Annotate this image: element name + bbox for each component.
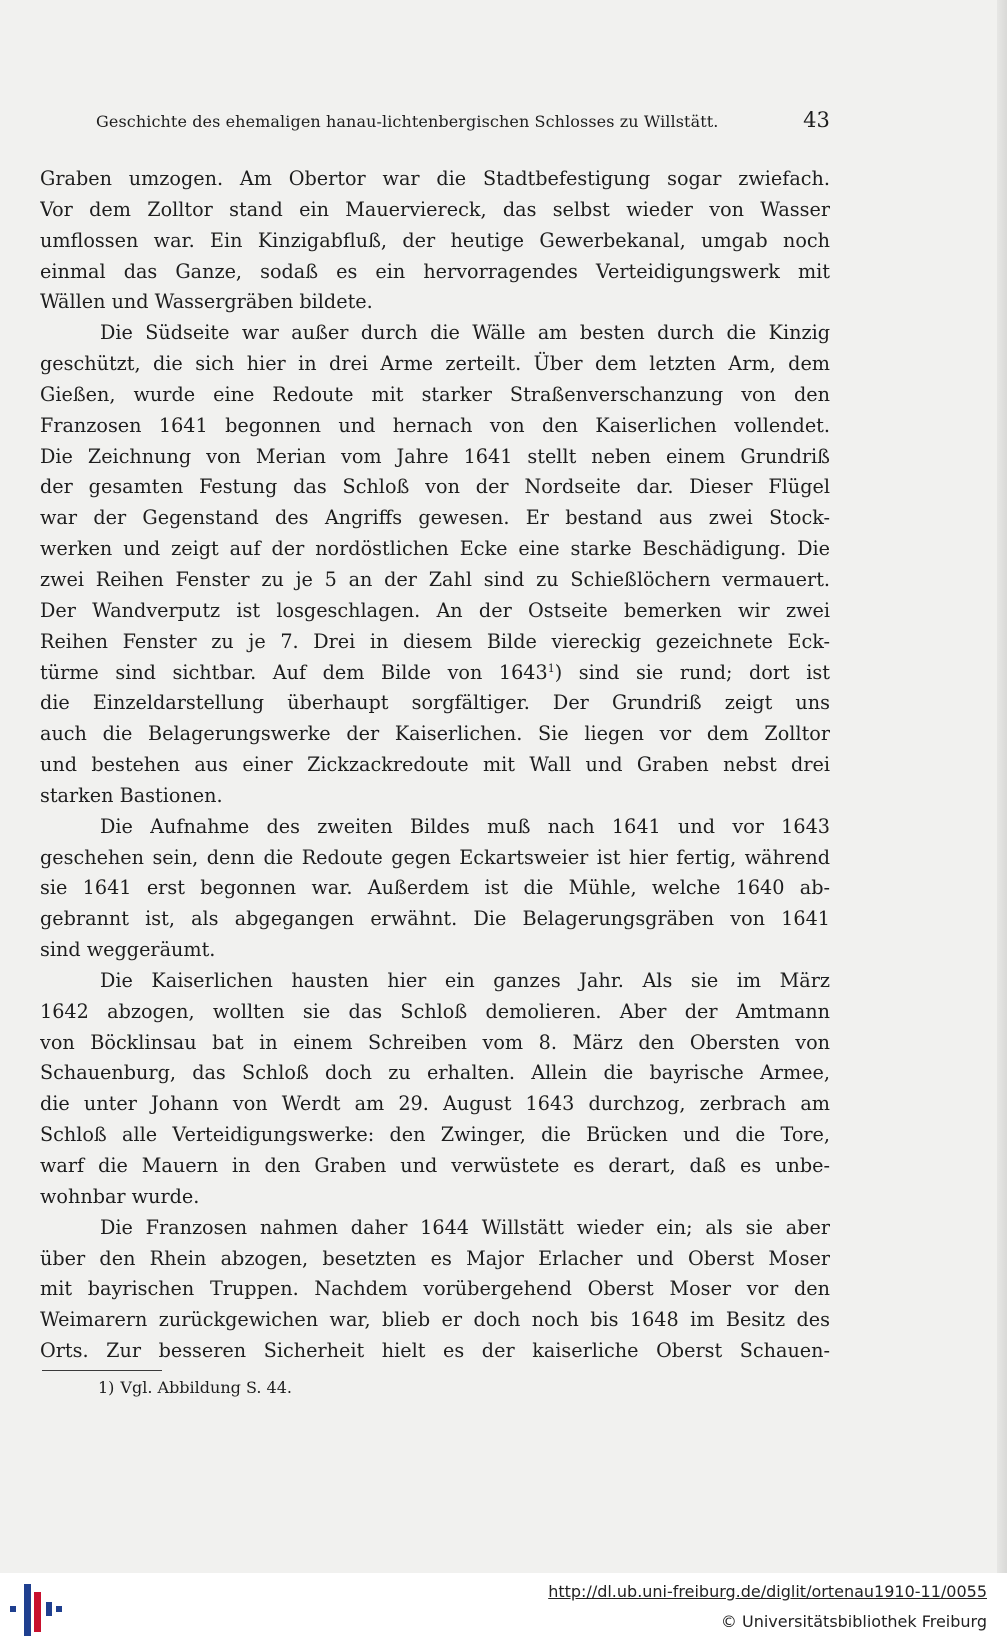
page-edge-shadow bbox=[997, 0, 1007, 1573]
text-line bbox=[40, 195, 830, 226]
text-line bbox=[40, 1213, 830, 1244]
text-line-content: Weimarern zurückgewichen war, blieb er doch noch bis 1648 im Besitz des bbox=[40, 1308, 830, 1332]
text-line-content: Vor dem Zolltor stand ein Mauerviereck, das selbst wieder von Wasser bbox=[40, 197, 830, 221]
text-line bbox=[40, 565, 830, 596]
text-line-content: Schloß alle Verteidigungswerke: den Zwinger, die Brücken und die Tore, bbox=[40, 1123, 830, 1147]
text-line-content: der gesamten Festung das Schloß von der Nordseite dar. Dieser Flügel bbox=[40, 475, 830, 499]
text-line bbox=[40, 750, 830, 781]
text-line bbox=[40, 1182, 830, 1213]
text-line bbox=[40, 997, 830, 1028]
footnote bbox=[98, 1378, 292, 1397]
text-line-content: gebrannt ist, als abgegangen erwähnt. Die Belagerungsgräben von 1641 bbox=[40, 907, 830, 931]
text-line-content: die Einzeldarstellung überhaupt sorgfältiger. Der Grundriß zeigt uns bbox=[40, 691, 830, 715]
text-line bbox=[40, 688, 830, 719]
text-line-content: warf die Mauern in den Graben und verwüstete es derart, daß es unbe- bbox=[40, 1154, 830, 1177]
text-line bbox=[40, 349, 830, 380]
running-title: Geschichte des ehemaligen hanau-lichtenbergischen Schlosses zu Willstätt. bbox=[96, 112, 719, 131]
text-line-content: Gießen, wurde eine Redoute mit starker Straßenverschanzung von den bbox=[40, 382, 830, 406]
source-url-link[interactable]: http://dl.ub.uni-freiburg.de/diglit/ortenau1910-11/0055 bbox=[548, 1582, 987, 1601]
text-line bbox=[40, 226, 830, 257]
text-line-content: geschützt, die sich hier in drei Arme zerteilt. Über dem letzten Arm, dem bbox=[40, 352, 830, 376]
text-line bbox=[40, 781, 830, 812]
text-line bbox=[40, 380, 830, 411]
body-text bbox=[40, 164, 830, 1367]
text-line bbox=[40, 1089, 830, 1120]
text-line bbox=[40, 873, 830, 904]
text-line bbox=[40, 318, 830, 349]
text-line-content: Der Wandverputz ist losgeschlagen. An der Ostseite bemerken wir zwei bbox=[40, 598, 830, 622]
text-line bbox=[40, 1244, 830, 1275]
text-line-content: geschehen sein, denn die Redoute gegen Eckartsweier ist hier fertig, während bbox=[40, 845, 830, 869]
text-line bbox=[40, 1028, 830, 1059]
text-line-content: Wällen und Wassergräben bildete. bbox=[40, 290, 373, 314]
text-line-content: Die Aufnahme des zweiten Bildes muß nach 1641 und vor 1643 bbox=[100, 814, 830, 838]
text-line bbox=[40, 1151, 830, 1182]
text-line-content: Reihen Fenster zu je 7. Drei in diesem Bilde viereckig gezeichnete Eck- bbox=[40, 629, 830, 653]
text-line-content: Die Zeichnung von Merian vom Jahre 1641 stellt neben einem Grundriß bbox=[40, 444, 830, 468]
text-line-content: starken Bastionen. bbox=[40, 783, 223, 807]
text-line-content: über den Rhein abzogen, besetzten es Major Erlacher und Oberst Moser bbox=[40, 1246, 830, 1270]
ub-freiburg-logo-icon bbox=[6, 1578, 66, 1642]
text-line bbox=[40, 1336, 830, 1367]
text-line bbox=[40, 719, 830, 750]
footnote-rule bbox=[42, 1370, 162, 1371]
text-line bbox=[40, 1305, 830, 1336]
text-line bbox=[40, 627, 830, 658]
text-line bbox=[40, 287, 830, 318]
text-line bbox=[40, 1274, 830, 1305]
footnote-text: Vgl. Abbildung S. 44. bbox=[120, 1378, 292, 1397]
text-line bbox=[40, 1058, 830, 1089]
text-line-content: Graben umzogen. Am Obertor war die Stadtbefestigung sogar zwiefach. bbox=[40, 167, 830, 190]
text-line bbox=[40, 257, 830, 288]
text-line bbox=[40, 966, 830, 997]
text-line bbox=[40, 596, 830, 627]
text-line bbox=[40, 812, 830, 843]
text-line-content: war der Gegenstand des Angriffs gewesen. Er bestand aus zwei Stock- bbox=[40, 506, 830, 530]
text-line-content: mit bayrischen Truppen. Nachdem vorübergehend Oberst Moser vor den bbox=[40, 1277, 830, 1301]
text-line-continuation: ) sind sie rund; dort ist bbox=[554, 660, 830, 684]
text-line-content: auch die Belagerungswerke der Kaiserlichen. Sie liegen vor dem Zolltor bbox=[40, 722, 830, 746]
text-line-content: türme sind sichtbar. Auf dem Bilde von 1643 bbox=[40, 660, 548, 684]
text-line-content: wohnbar wurde. bbox=[40, 1184, 200, 1208]
text-line-content: werken und zeigt auf der nordöstlichen Ecke eine starke Beschädigung. Die bbox=[40, 537, 830, 561]
text-line-content: Die Franzosen nahmen daher 1644 Willstätt wieder ein; als sie aber bbox=[100, 1215, 830, 1239]
footnote-reference: 1 bbox=[547, 661, 555, 675]
running-head bbox=[96, 108, 830, 138]
text-line bbox=[40, 935, 830, 966]
text-line-content: von Böcklinsau bat in einem Schreiben vom 8. März den Obersten von bbox=[40, 1030, 830, 1054]
text-line-content: umflossen war. Ein Kinzigabfluß, der heutige Gewerbekanal, umgab noch bbox=[40, 228, 830, 252]
text-line-content: Die Kaiserlichen hausten hier ein ganzes Jahr. Als sie im März bbox=[100, 968, 830, 992]
text-line-content: einmal das Ganze, sodaß es ein hervorragendes Verteidigungswerk mit bbox=[40, 259, 830, 283]
text-line-content: Schauenburg, das Schloß doch zu erhalten. Allein die bayrische Armee, bbox=[40, 1061, 830, 1085]
text-line-content: Franzosen 1641 begonnen und hernach von den Kaiserlichen vollendet. bbox=[40, 413, 830, 437]
text-line bbox=[40, 442, 830, 473]
text-line-content: 1642 abzogen, wollten sie das Schloß demolieren. Aber der Amtmann bbox=[40, 999, 830, 1023]
text-line-content: zwei Reihen Fenster zu je 5 an der Zahl sind zu Schießlöchern vermauert. bbox=[40, 567, 830, 591]
text-line bbox=[40, 164, 830, 195]
text-line bbox=[40, 534, 830, 565]
page-number: 43 bbox=[803, 108, 830, 132]
text-line bbox=[40, 1120, 830, 1151]
text-line bbox=[40, 658, 830, 689]
text-line-content: Orts. Zur besseren Sicherheit hielt es der kaiserliche Oberst Schauen- bbox=[40, 1339, 830, 1363]
text-line-content: und bestehen aus einer Zickzackredoute mit Wall und Graben nebst drei bbox=[40, 753, 830, 777]
text-line bbox=[40, 503, 830, 534]
text-line-content: die unter Johann von Werdt am 29. August 1643 durchzog, zerbrach am bbox=[40, 1092, 830, 1116]
text-line bbox=[40, 843, 830, 874]
text-line-content: sind weggeräumt. bbox=[40, 938, 216, 962]
copyright-notice: © Universitätsbibliothek Freiburg bbox=[720, 1612, 987, 1631]
text-line bbox=[40, 411, 830, 442]
text-line bbox=[40, 904, 830, 935]
text-line bbox=[40, 472, 830, 503]
text-line-content: Die Südseite war außer durch die Wälle am besten durch die Kinzig bbox=[100, 321, 830, 345]
text-line-content: sie 1641 erst begonnen war. Außerdem ist die Mühle, welche 1640 ab- bbox=[40, 876, 830, 900]
footnote-marker: 1) bbox=[98, 1378, 115, 1397]
